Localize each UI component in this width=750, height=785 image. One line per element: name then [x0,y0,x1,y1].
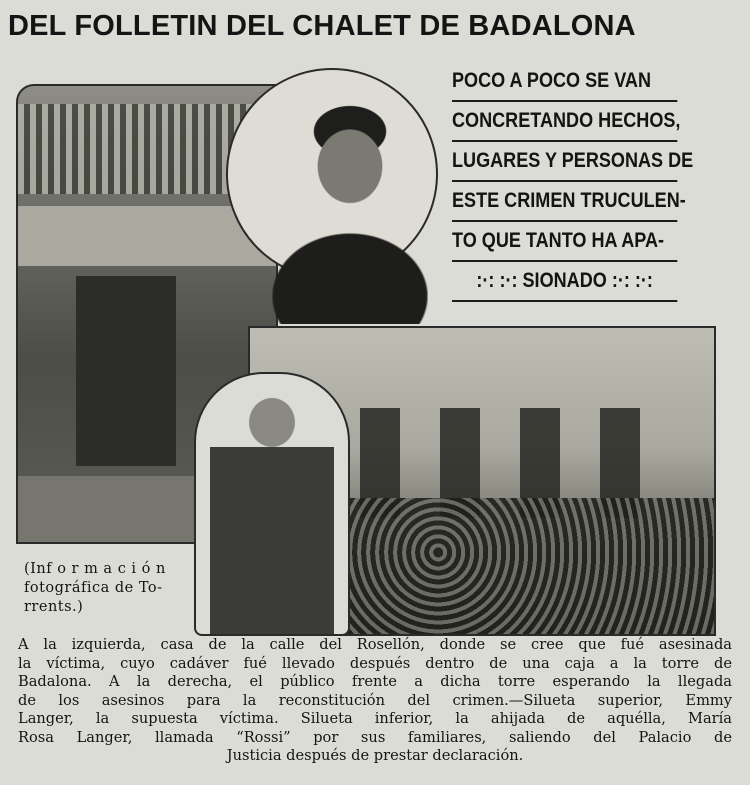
subheadline-line: CONCRETANDO HECHOS, [452,102,677,142]
subheadline [452,62,694,302]
doorway-detail [76,276,176,466]
caption-line: Langer, la supuesta víctima. Silueta inferior, la ahijada de aquélla, María [18,710,732,727]
balcony-detail [18,104,258,194]
photo-credit-line: rrents.) [24,599,84,615]
subheadline-line: POCO A POCO SE VAN [452,62,677,102]
caption-line: la víctima, cuyo cadáver fué llevado después dentro de una caja a la torre de [18,654,732,672]
caption-line: de los asesinos para la reconstitución del crimen.—Silueta superior, Emmy [18,691,732,709]
upper-silhouette-portrait [272,92,428,324]
caption-line: Justicia después de prestar declaración. [226,747,524,764]
lower-silhouette-figure [210,388,334,634]
photo-credit [24,560,184,617]
caption-line: Rosa Langer, llamada “Rossi” por sus familiares, saliendo del Palacio de [18,728,732,746]
photo-credit-line: fotográfica de To- [24,580,163,596]
subheadline-line: TO QUE TANTO HA APA- [452,222,677,262]
subheadline-line: LUGARES Y PERSONAS DE [452,142,677,182]
caption-line: Badalona. A la derecha, el público frente a dicha torre esperando la llegada [18,673,732,690]
caption-line: A la izquierda, casa de la calle del Rosellón, donde se cree que fué asesinada [18,636,732,653]
subheadline-line: ESTE CRIMEN TRUCULEN- [452,182,677,222]
photo-credit-line: (Inf o r m a c i ó n [24,561,166,577]
subheadline-line: :·: :·: SIONADO :·: :·: [452,262,677,302]
crowd-detail [320,498,714,634]
headline: DEL FOLLETIN DEL CHALET DE BADALONA [8,10,636,42]
lower-silhouette-portrait [194,372,350,636]
caption [18,636,732,766]
